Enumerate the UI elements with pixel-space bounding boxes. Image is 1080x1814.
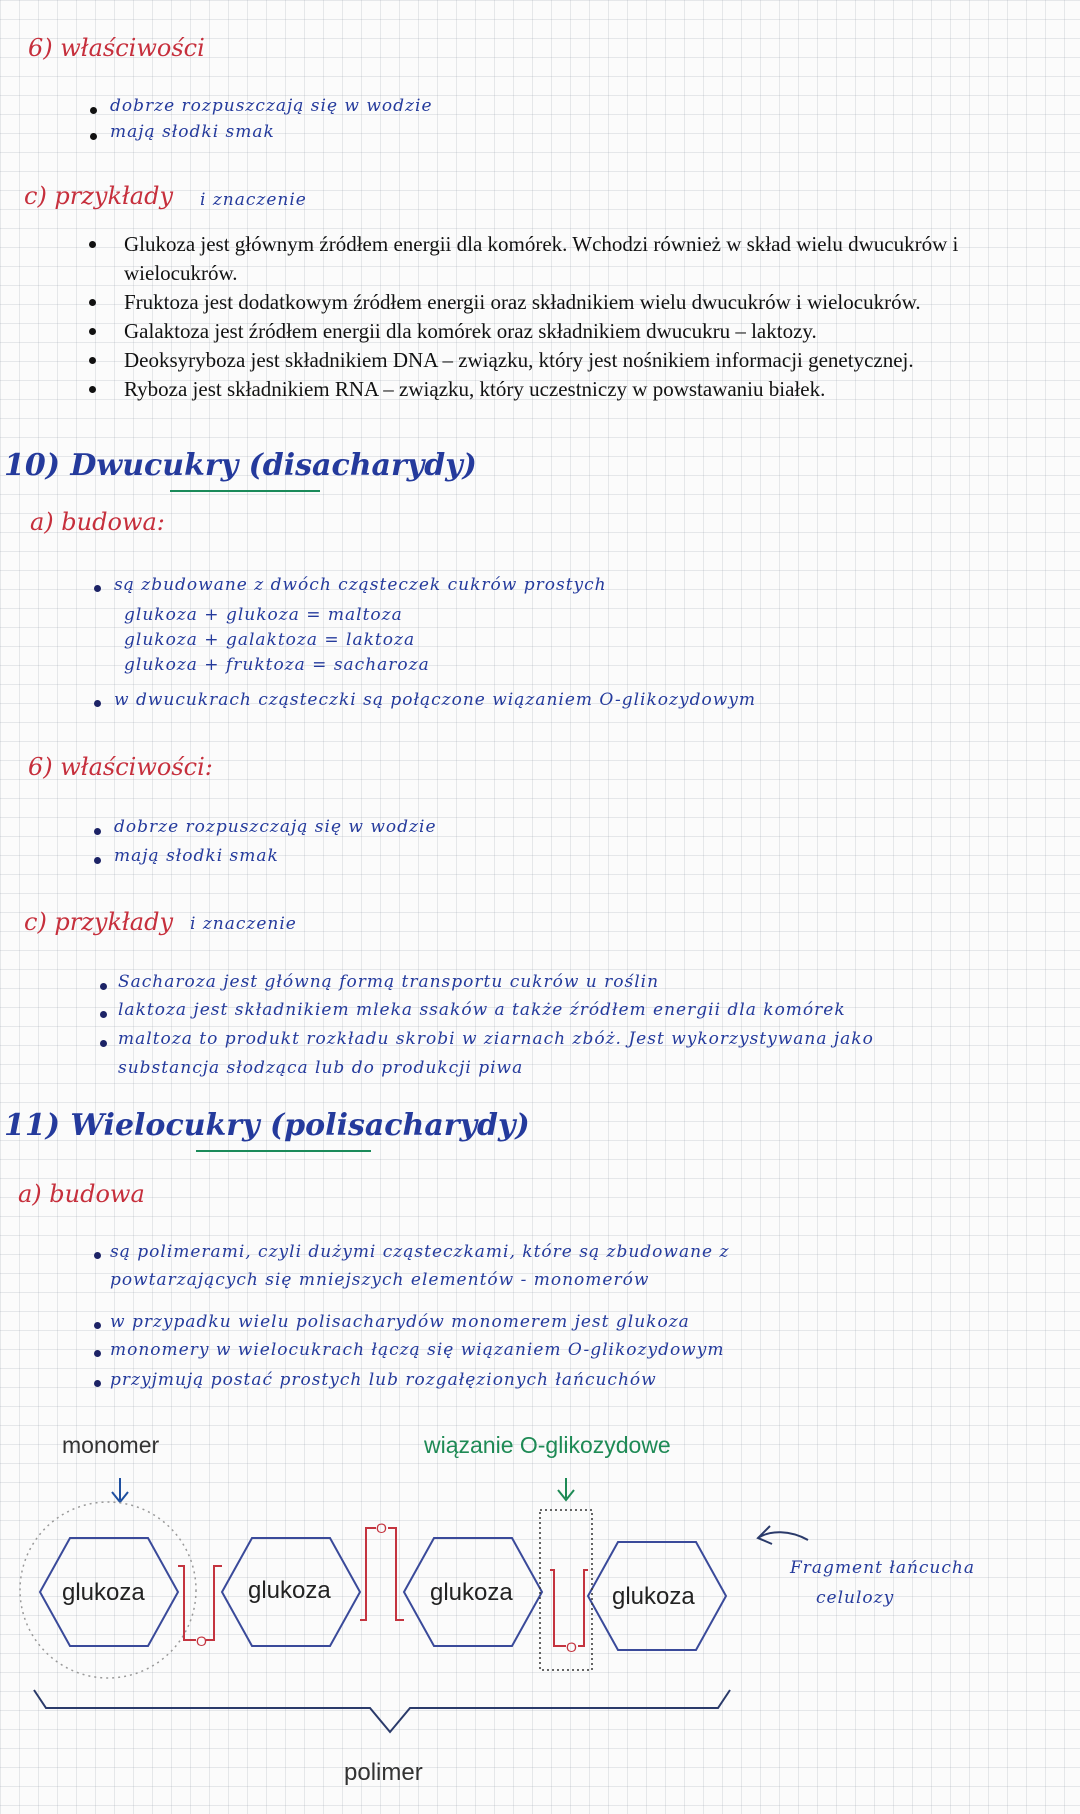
title-underline — [196, 1150, 371, 1152]
title-underline — [170, 490, 320, 492]
example-item: maltoza to produkt rozkładu skrobi w ziarnach zbóż. Jest wykorzystywana jako — [118, 1029, 874, 1049]
polymer-brace — [34, 1690, 730, 1732]
example-item-continuation: substancja słodząca lub do produkcji piwa — [118, 1058, 524, 1078]
monomer-arrow — [112, 1478, 128, 1502]
property-item: mają słodki smak — [110, 122, 275, 142]
list-item: Galaktoza jest źródłem energii dla komórek oraz składnikiem dwucukru – laktozy. — [124, 317, 1044, 346]
bullet — [94, 1350, 101, 1357]
oxygen-label: O — [196, 1633, 207, 1649]
subsection-label-significance: i znaczenie — [190, 914, 297, 934]
polysaccharide-diagram — [0, 1470, 1080, 1814]
hexagon-label: glukoza — [430, 1579, 513, 1606]
bullet — [94, 1380, 101, 1387]
example-item: Sacharoza jest główną formą transportu cukrów u roślin — [118, 972, 660, 992]
structure-item: monomery w wielocukrach łączą się wiązaniem O-glikozydowym — [110, 1340, 725, 1360]
structure-item: w przypadku wielu polisacharydów monomerem jest glukoza — [110, 1312, 690, 1332]
list-item: Deoksyryboza jest składnikiem DNA – związku, który jest nośnikiem informacji genetycznej. — [124, 346, 1044, 375]
oxygen-label: O — [566, 1639, 577, 1655]
note-text: Fragment łańcucha — [790, 1558, 975, 1578]
monomer-label: monomer — [62, 1432, 160, 1458]
bond-arrow — [558, 1478, 574, 1500]
section-label-examples: c) przykłady — [24, 182, 174, 210]
property-item: dobrze rozpuszczają się w wodzie — [114, 817, 437, 837]
reaction-item: glukoza + galaktoza = laktoza — [124, 630, 416, 650]
subsection-label-structure: a) budowa — [18, 1180, 145, 1208]
glycosidic-bond-label: wiązanie O-glikozydowe — [424, 1432, 671, 1458]
structure-item: przyjmują postać prostych lub rozgałęzionych łańcuchów — [110, 1370, 657, 1390]
note-text: celulozy — [816, 1588, 895, 1608]
structure-item: w dwucukrach cząsteczki są połączone wiązaniem O-glikozydowym — [114, 690, 756, 710]
property-item: mają słodki smak — [114, 846, 279, 866]
reaction-item: glukoza + glukoza = maltoza — [124, 605, 403, 625]
structure-item-continuation: powtarzających się mniejszych elementów - monomerów — [110, 1270, 650, 1290]
subsection-label-structure: a) budowa: — [30, 508, 165, 536]
subsection-label-examples: c) przykłady — [24, 908, 174, 936]
list-item: Ryboza jest składnikiem RNA – związku, który uczestniczy w powstawaniu białek. — [124, 375, 1044, 404]
polymer-label: polimer — [344, 1759, 423, 1786]
property-item: dobrze rozpuszczają się w wodzie — [110, 96, 433, 116]
example-item: laktoza jest składnikiem mleka ssaków a także źródłem energii dla komórek — [118, 1000, 846, 1020]
hexagon-label: glukoza — [612, 1583, 695, 1610]
structure-item: są polimerami, czyli dużymi cząsteczkami, które są zbudowane z — [110, 1242, 730, 1262]
section-title-polysaccharides: 11) Wielocukry (polisacharydy) — [4, 1108, 530, 1143]
bullet — [94, 585, 101, 592]
bullet — [94, 1252, 101, 1259]
structure-item: są zbudowane z dwóch cząsteczek cukrów prostych — [114, 575, 607, 595]
subsection-label-properties: 6) właściwości: — [28, 753, 213, 781]
section-title-disaccharides: 10) Dwucukry (disacharydy) — [4, 448, 477, 483]
list-item: Fruktoza jest dodatkowym źródłem energii oraz składnikiem wielu dwucukrów i wielocukrów. — [124, 288, 1044, 317]
section-label-significance: i znaczenie — [200, 190, 307, 210]
printed-list — [124, 230, 1044, 404]
bullet — [90, 107, 97, 114]
hexagon-label: glukoza — [62, 1579, 145, 1606]
bullet — [94, 700, 101, 707]
bullet — [94, 1322, 101, 1329]
bullet — [94, 857, 101, 864]
bullet — [94, 828, 101, 835]
hexagon-label: glukoza — [248, 1577, 331, 1604]
bullet — [90, 133, 97, 140]
glycosidic-bond — [178, 1528, 588, 1646]
list-item: Glukoza jest głównym źródłem energii dla komórek. Wchodzi również w skład wielu dwucukrów i wielocukrów. — [124, 230, 1044, 288]
note-arrow — [758, 1532, 808, 1540]
bullet — [100, 983, 107, 990]
reaction-item: glukoza + fruktoza = sacharoza — [124, 655, 430, 675]
section-label-properties: 6) właściwości — [28, 34, 205, 62]
bullet — [100, 1011, 107, 1018]
oxygen-label: O — [376, 1520, 387, 1536]
bullet — [100, 1040, 107, 1047]
